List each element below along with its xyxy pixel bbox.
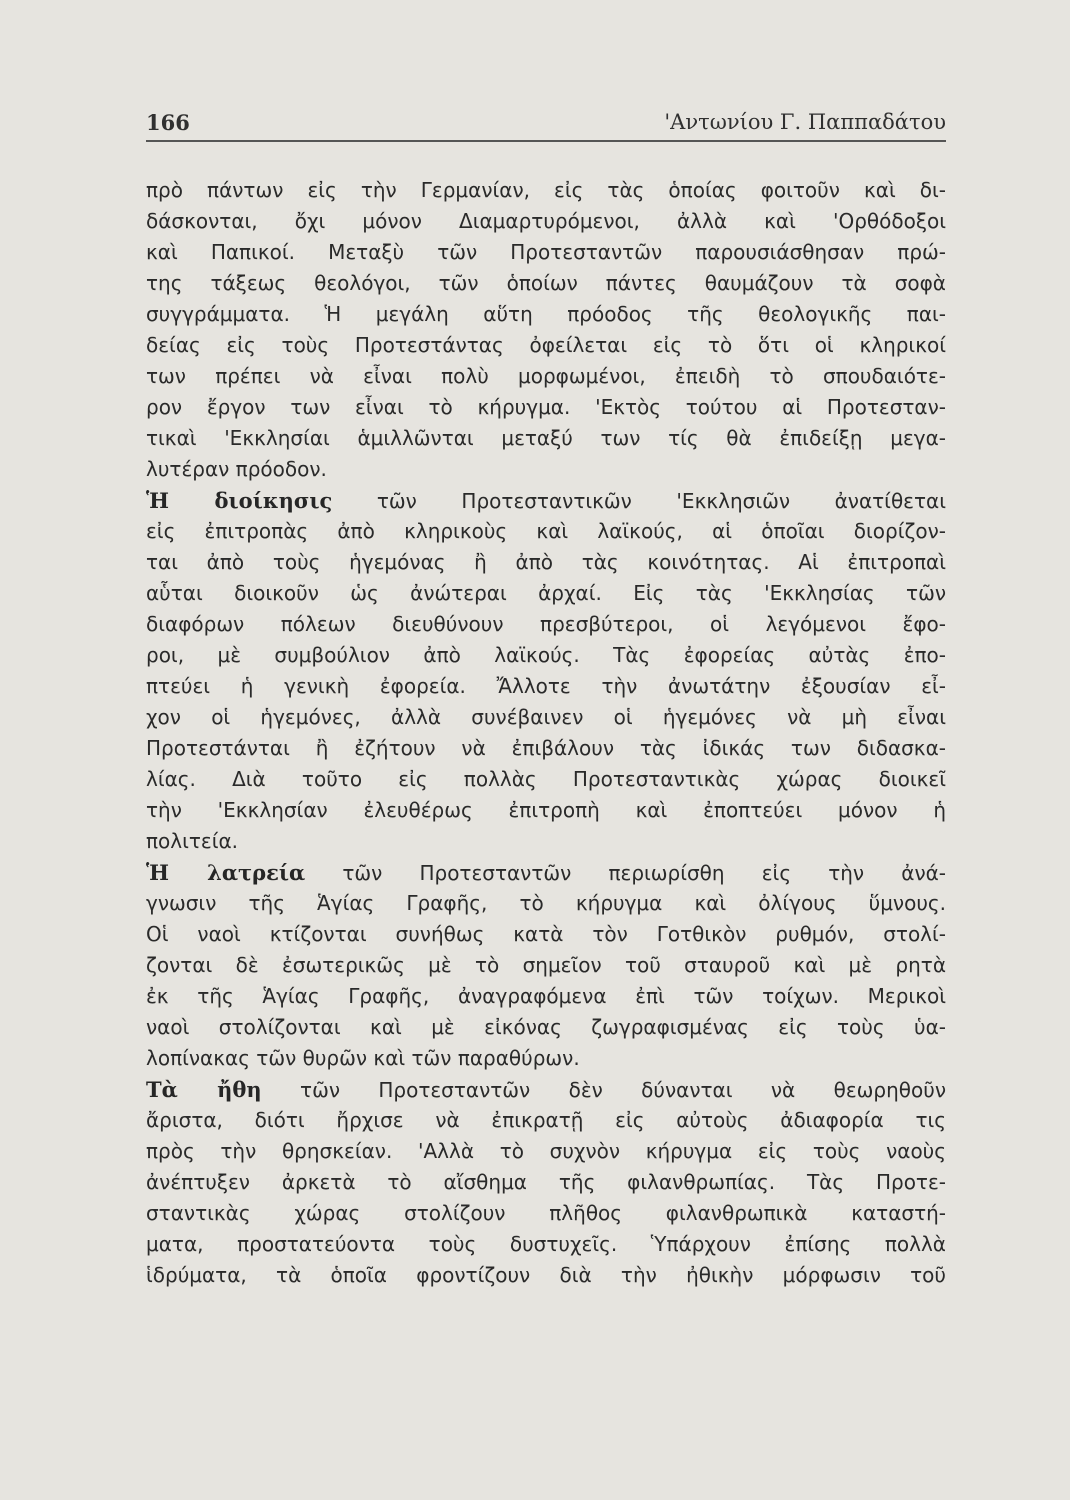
paragraph-heading: Ἡ διοίκησις (146, 488, 333, 513)
text-line: λοπίνακας τῶν θυρῶν καὶ τῶν παραθύρων. (146, 1046, 580, 1070)
text-line: ναοὶ στολίζονται καὶ μὲ εἰκόνας ζωγραφισμένας εἰς τοὺς ὑα- (146, 1015, 946, 1039)
text-line: καὶ Παπικοί. Μεταξὺ τῶν Προτεσταντῶν παρουσιάσθησαν πρώ- (146, 240, 946, 264)
text-line (146, 1074, 946, 1105)
text-line: ροι, μὲ συμβούλιον ἀπὸ λαϊκούς. Τὰς ἐφορείας αὐτὰς ἐπο- (146, 643, 946, 667)
text-line: σταντικὰς χώρας στολίζουν πλῆθος φιλανθρωπικὰ καταστή- (146, 1201, 946, 1225)
text-line: ἐκ τῆς Ἁγίας Γραφῆς, ἀναγραφόμενα ἐπὶ τῶν τοίχων. Μερικοὶ (146, 984, 946, 1008)
text-line: γνωσιν τῆς Ἁγίας Γραφῆς, τὸ κήρυγμα καὶ ὀλίγους ὕμνους. (146, 891, 946, 915)
paragraph-heading: Τὰ ἤθη (146, 1077, 262, 1102)
text-line: ἀνέπτυξεν ἀρκετὰ τὸ αἴσθημα τῆς φιλανθρωπίας. Τὰς Προτε- (146, 1170, 946, 1194)
text-line: αὗται διοικοῦν ὡς ἀνώτεραι ἀρχαί. Εἰς τὰς 'Εκκλησίας τῶν (146, 581, 946, 605)
header-rule (146, 140, 946, 142)
paragraph-heading: Ἡ λατρεία (146, 860, 306, 885)
text-line: πρὸς τὴν θρησκείαν. 'Αλλὰ τὸ συχνὸν κήρυγμα εἰς τοὺς ναοὺς (146, 1139, 946, 1163)
paragraph (146, 485, 946, 857)
running-head: 'Αντωνίου Γ. Παππαδάτου (664, 110, 946, 134)
text-line: των πρέπει νὰ εἶναι πολὺ μορφωμένοι, ἐπειδὴ τὸ σπουδαιότε- (146, 364, 946, 388)
text-line: ζονται δὲ ἐσωτερικῶς μὲ τὸ σημεῖον τοῦ σταυροῦ καὶ μὲ ρητὰ (146, 953, 946, 977)
text-span: τῶν Προτεσταντῶν δὲν δύνανται νὰ θεωρηθοῦν (300, 1078, 946, 1102)
text-line: εἰς ἐπιτροπὰς ἀπὸ κληρικοὺς καὶ λαϊκούς, αἱ ὁποῖαι διορίζον- (146, 519, 946, 543)
text-line: της τάξεως θεολόγοι, τῶν ὁποίων πάντες θαυμάζουν τὰ σοφὰ (146, 271, 946, 295)
text-line: διαφόρων πόλεων διευθύνουν πρεσβύτεροι, οἱ λεγόμενοι ἔφο- (146, 612, 946, 636)
text-line (146, 857, 946, 888)
text-span: τῶν Προτεσταντῶν περιωρίσθη εἰς τὴν ἀνά- (342, 861, 946, 885)
text-line: πολιτεία. (146, 829, 239, 853)
paragraph (146, 1074, 946, 1291)
text-line: ματα, προστατεύοντα τοὺς δυστυχεῖς. Ὑπάρχουν ἐπίσης πολλὰ (146, 1232, 946, 1256)
text-line: ρον ἔργον των εἶναι τὸ κήρυγμα. 'Εκτὸς τούτου αἱ Προτεσταν- (146, 395, 946, 419)
text-line (146, 485, 946, 516)
text-span: τῶν Προτεσταντικῶν 'Εκκλησιῶν ἀνατίθεται (376, 489, 946, 513)
text-line: πτεύει ἡ γενικὴ ἐφορεία. Ἄλλοτε τὴν ἀνωτάτην ἐξουσίαν εἶ- (146, 674, 946, 698)
body-text (146, 175, 946, 1291)
paragraph (146, 857, 946, 1074)
text-line: λίας. Διὰ τοῦτο εἰς πολλὰς Προτεσταντικὰς χώρας διοικεῖ (146, 767, 946, 791)
text-line: λυτέραν πρόοδον. (146, 457, 327, 481)
text-line: πρὸ πάντων εἰς τὴν Γερμανίαν, εἰς τὰς ὁποίας φοιτοῦν καὶ δι- (146, 178, 946, 202)
text-line: ται ἀπὸ τοὺς ἡγεμόνας ἢ ἀπὸ τὰς κοινότητας. Αἱ ἐπιτροπαὶ (146, 550, 946, 574)
text-line: τὴν 'Εκκλησίαν ἐλευθέρως ἐπιτροπὴ καὶ ἐποπτεύει μόνον ἡ (146, 798, 946, 822)
text-line: δάσκονται, ὄχι μόνον Διαμαρτυρόμενοι, ἀλλὰ καὶ 'Ορθόδοξοι (146, 209, 946, 233)
text-line: Οἱ ναοὶ κτίζονται συνήθως κατὰ τὸν Γοτθικὸν ρυθμόν, στολί- (146, 922, 946, 946)
page-header (146, 104, 946, 140)
text-line: συγγράμματα. Ἡ μεγάλη αὕτη πρόοδος τῆς θεολογικῆς παι- (146, 302, 946, 326)
text-line: Προτεστάνται ἢ ἐζήτουν νὰ ἐπιβάλουν τὰς ἰδικάς των διδασκα- (146, 736, 946, 760)
text-line: χον οἱ ἡγεμόνες, ἀλλὰ συνέβαινεν οἱ ἡγεμόνες νὰ μὴ εἶναι (146, 705, 946, 729)
text-line: τικαὶ 'Εκκλησίαι ἁμιλλῶνται μεταξύ των τίς θὰ ἐπιδείξῃ μεγα- (146, 426, 946, 450)
paragraph (146, 175, 946, 485)
text-line: ἱδρύματα, τὰ ὁποῖα φροντίζουν διὰ τὴν ἠθικὴν μόρφωσιν τοῦ (146, 1263, 946, 1287)
text-line: ἄριστα, διότι ἤρχισε νὰ ἐπικρατῇ εἰς αὐτοὺς ἀδιαφορία τις (146, 1108, 946, 1132)
text-line: δείας εἰς τοὺς Προτεστάντας ὀφείλεται εἰς τὸ ὅτι οἱ κληρικοί (146, 333, 946, 357)
page-number: 166 (146, 110, 190, 135)
